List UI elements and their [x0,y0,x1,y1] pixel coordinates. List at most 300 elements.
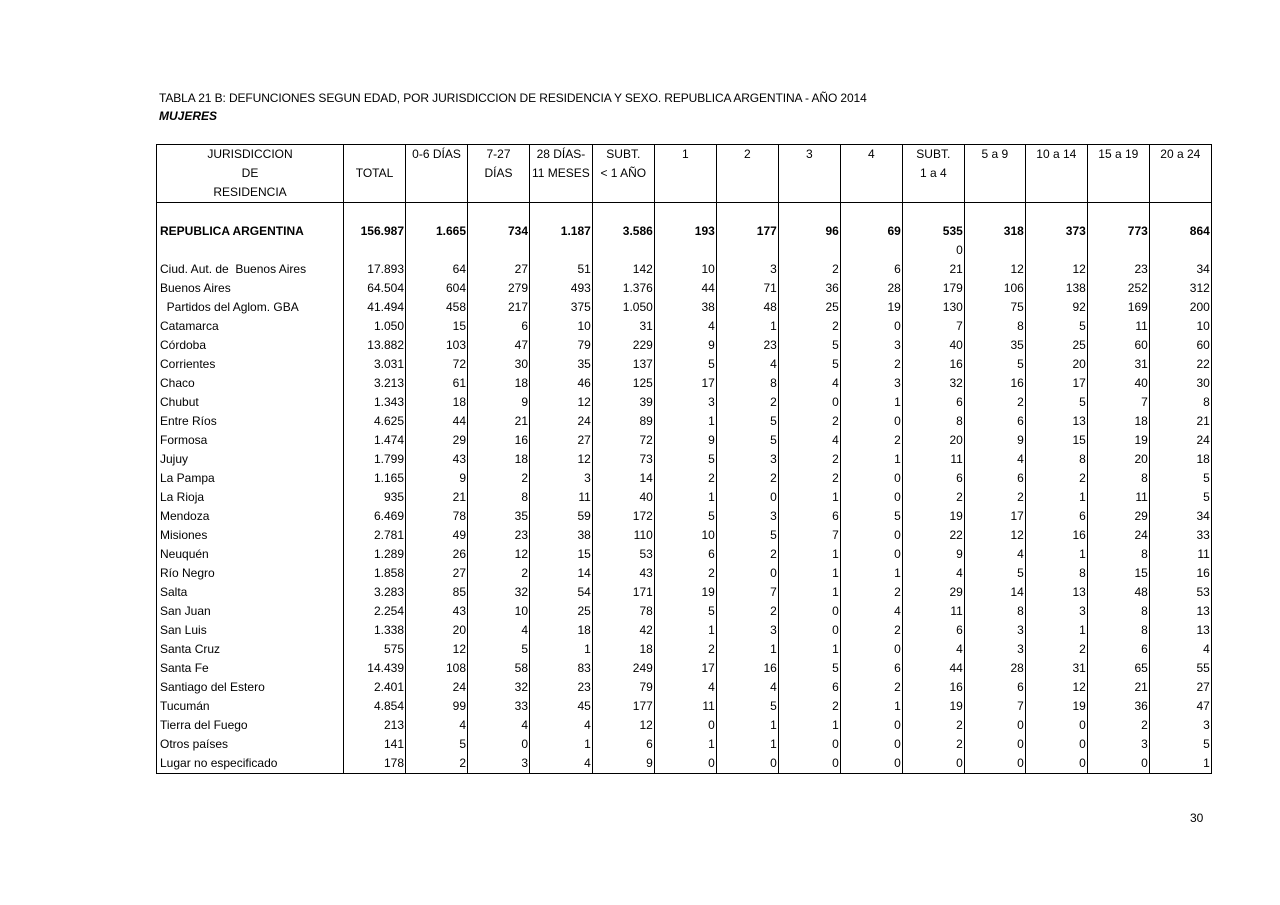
cell-value: 6 [1025,507,1087,526]
cell-value: 3 [716,450,778,469]
cell-value: 5 [1149,488,1211,507]
jurisdiction-name: Misiones [157,526,344,545]
cell-value: 5 [964,355,1025,374]
cell-value: 6 [468,317,530,336]
cell-value: 6 [778,678,840,697]
cell-value: 0 [1087,754,1149,774]
cell-value: 78 [592,602,654,621]
cell-value: 27 [468,260,530,279]
cell-value: 65 [1087,659,1149,678]
cell-value: 193 [654,222,716,241]
cell-value: 6 [902,393,964,412]
cell-value: 30 [1149,374,1211,393]
cell-value: 43 [406,602,468,621]
cell-value: 5 [716,697,778,716]
table-row [157,545,1212,564]
column-header [778,164,840,183]
cell-value: 935 [344,488,406,507]
header-row [157,164,1212,183]
table-row [157,374,1212,393]
cell-value: 1.376 [592,279,654,298]
cell-value: 31 [1087,355,1149,374]
cell-value: 23 [468,526,530,545]
cell-value: 45 [530,697,593,716]
jurisdiction-name: Tierra del Fuego [157,716,344,735]
page-number: 30 [1190,811,1204,825]
cell-value: 48 [1087,583,1149,602]
cell-value: 142 [592,260,654,279]
spacer-cell [716,203,778,223]
cell-value: 7 [716,583,778,602]
cell-value: 2 [716,602,778,621]
cell-value: 8 [1087,469,1149,488]
cell-value: 14.439 [344,659,406,678]
table-row [157,754,1212,774]
cell-value: 1 [1149,754,1211,774]
cell-value: 24 [1087,526,1149,545]
cell-value: 6 [840,659,902,678]
cell-value: 40 [592,488,654,507]
cell-value: 0 [840,716,902,735]
cell-value: 252 [1087,279,1149,298]
column-header [592,183,654,203]
cell-value: 24 [530,412,593,431]
cell-value: 18 [468,374,530,393]
cell-value: 2 [778,697,840,716]
column-header: 3 [778,145,840,165]
cell-value: 13 [1025,412,1087,431]
cell-value: 19 [840,298,902,317]
cell-value: 9 [964,431,1025,450]
cell-value: 318 [964,222,1025,241]
column-header: 20 a 24 [1149,145,1211,165]
cell-value: 85 [406,583,468,602]
cell-value: 7 [1087,393,1149,412]
cell-value: 9 [406,469,468,488]
national-extra-row [157,241,1212,260]
jurisdiction-name: La Pampa [157,469,344,488]
cell-value: 19 [902,697,964,716]
cell-value: 0 [840,469,902,488]
cell-value: 33 [1149,526,1211,545]
cell-value: 137 [592,355,654,374]
cell-value: 40 [902,336,964,355]
cell-value: 864 [1149,222,1211,241]
cell-value: 1.165 [344,469,406,488]
cell-value: 3 [716,621,778,640]
cell-value: 6 [964,678,1025,697]
cell-value: 44 [902,659,964,678]
table-row [157,260,1212,279]
column-header: < 1 AÑO [592,164,654,183]
cell-value: 3 [1025,602,1087,621]
cell-value: 21 [1087,678,1149,697]
cell-value: 0 [716,564,778,583]
cell-value: 17 [1025,374,1087,393]
table-row [157,412,1212,431]
cell-value: 2 [840,355,902,374]
cell-value: 0 [902,241,964,260]
column-header [1087,183,1149,203]
cell-value: 5 [716,412,778,431]
column-header [1025,183,1087,203]
column-header: 10 a 14 [1025,145,1087,165]
cell-value: 2.781 [344,526,406,545]
cell-value: 178 [344,754,406,774]
cell-value: 0 [964,754,1025,774]
cell-value: 18 [592,640,654,659]
cell-value: 1 [840,450,902,469]
column-header: 2 [716,145,778,165]
cell-value: 4 [1149,640,1211,659]
cell-value: 0 [716,754,778,774]
cell-value: 14 [964,583,1025,602]
cell-value: 2.254 [344,602,406,621]
cell-value: 110 [592,526,654,545]
cell-value: 58 [468,659,530,678]
jurisdiction-name: Otros países [157,735,344,754]
cell-value: 28 [964,659,1025,678]
cell-value: 18 [1149,450,1211,469]
spacer-cell [1149,203,1211,223]
cell-value: 5 [1025,393,1087,412]
cell-value: 0 [840,640,902,659]
jurisdiction-name: REPUBLICA ARGENTINA [157,222,344,241]
cell-value: 177 [592,697,654,716]
cell-value: 4.625 [344,412,406,431]
cell-value: 24 [1149,431,1211,450]
cell-value: 2 [716,469,778,488]
cell-value: 7 [902,317,964,336]
cell-value: 38 [530,526,593,545]
cell-value: 9 [902,545,964,564]
cell-value: 0 [840,545,902,564]
spacer-cell [840,203,902,223]
cell-value: 36 [1087,697,1149,716]
cell-value: 46 [530,374,593,393]
column-header: 4 [840,145,902,165]
cell-value: 8 [1025,564,1087,583]
cell-value: 9 [468,393,530,412]
table-row [157,659,1212,678]
cell-value: 7 [778,526,840,545]
cell-value: 15 [1025,431,1087,450]
table-row [157,336,1212,355]
cell-value: 2 [1025,640,1087,659]
column-header [1025,164,1087,183]
cell-value: 1 [840,697,902,716]
cell-value: 773 [1087,222,1149,241]
cell-value: 0 [902,754,964,774]
cell-value: 2 [778,469,840,488]
cell-value: 4 [902,640,964,659]
cell-value: 18 [468,450,530,469]
cell-value: 4 [530,754,593,774]
cell-value: 0 [1025,754,1087,774]
cell-value: 6.469 [344,507,406,526]
cell-value: 21 [1149,412,1211,431]
jurisdiction-name: Neuquén [157,545,344,564]
cell-value: 4 [654,317,716,336]
cell-value: 1.050 [592,298,654,317]
cell-value: 0 [654,754,716,774]
cell-value: 27 [406,564,468,583]
column-header [530,183,593,203]
cell-value: 5 [1149,469,1211,488]
cell-value: 19 [654,583,716,602]
cell-value: 2 [964,393,1025,412]
jurisdiction-name: Formosa [157,431,344,450]
cell-value: 3 [1149,716,1211,735]
cell-value: 4 [964,545,1025,564]
cell-value: 5 [778,355,840,374]
deaths-table [156,144,1212,774]
cell-value: 13 [1149,602,1211,621]
cell-value: 1.338 [344,621,406,640]
column-header [840,164,902,183]
cell-value: 4 [468,716,530,735]
jurisdiction-name: Salta [157,583,344,602]
cell-value: 2 [468,564,530,583]
cell-value [592,241,654,260]
cell-value: 18 [406,393,468,412]
cell-value: 92 [1025,298,1087,317]
cell-value: 23 [1087,260,1149,279]
cell-value: 2 [654,564,716,583]
cell-value [406,241,468,260]
cell-value: 1.665 [406,222,468,241]
cell-value: 2 [1087,716,1149,735]
cell-value: 12 [1025,678,1087,697]
cell-value: 4 [840,602,902,621]
column-header: 1 [654,145,716,165]
column-header [840,183,902,203]
cell-value [716,241,778,260]
national-total-row [157,222,1212,241]
table-subtitle: MUJERES [159,109,218,123]
cell-value: 4 [468,621,530,640]
cell-value: 125 [592,374,654,393]
column-header: JURISDICCION [157,145,344,165]
cell-value: 40 [1087,374,1149,393]
cell-value: 1.799 [344,450,406,469]
column-header [902,183,964,203]
jurisdiction-name: Partidos del Aglom. GBA [157,298,344,317]
cell-value: 20 [1025,355,1087,374]
cell-value: 6 [964,469,1025,488]
header-row [157,145,1212,165]
cell-value: 23 [716,336,778,355]
cell-value: 72 [406,355,468,374]
cell-value: 0 [778,754,840,774]
cell-value: 1 [778,564,840,583]
table-row [157,507,1212,526]
cell-value: 8 [716,374,778,393]
cell-value: 0 [840,488,902,507]
cell-value: 4 [778,374,840,393]
cell-value: 0 [468,735,530,754]
cell-value: 17 [654,374,716,393]
cell-value: 11 [1149,545,1211,564]
cell-value: 3 [468,754,530,774]
cell-value: 375 [530,298,593,317]
jurisdiction-name: Santa Fe [157,659,344,678]
cell-value: 1 [530,640,593,659]
cell-value: 34 [1149,260,1211,279]
spacer-cell [902,203,964,223]
cell-value: 21 [902,260,964,279]
cell-value: 6 [902,469,964,488]
cell-value: 12 [406,640,468,659]
cell-value: 29 [902,583,964,602]
column-header [406,183,468,203]
cell-value: 35 [468,507,530,526]
cell-value: 5 [406,735,468,754]
jurisdiction-name: Santiago del Estero [157,678,344,697]
cell-value: 2 [964,488,1025,507]
cell-value: 12 [530,450,593,469]
cell-value: 2 [902,488,964,507]
cell-value: 99 [406,697,468,716]
column-header [344,145,406,165]
cell-value: 2 [778,317,840,336]
table-row [157,279,1212,298]
cell-value: 3 [840,336,902,355]
cell-value: 172 [592,507,654,526]
cell-value: 3 [530,469,593,488]
cell-value: 73 [592,450,654,469]
cell-value: 14 [592,469,654,488]
cell-value: 83 [530,659,593,678]
cell-value: 13 [1149,621,1211,640]
cell-value: 11 [654,697,716,716]
cell-value: 9 [654,336,716,355]
column-header [468,183,530,203]
spacer-cell [592,203,654,223]
table-row [157,355,1212,374]
cell-value: 71 [716,279,778,298]
cell-value: 1 [840,393,902,412]
cell-value: 8 [1087,621,1149,640]
cell-value: 2.401 [344,678,406,697]
cell-value: 64.504 [344,279,406,298]
cell-value: 8 [902,412,964,431]
cell-value: 4 [902,564,964,583]
cell-value: 1.187 [530,222,593,241]
jurisdiction-name: Corrientes [157,355,344,374]
cell-value: 36 [778,279,840,298]
column-header: SUBT. [592,145,654,165]
jurisdiction-name: Lugar no especificado [157,754,344,774]
cell-value: 27 [530,431,593,450]
column-header: 28 DÍAS- [530,145,593,165]
cell-value: 79 [530,336,593,355]
cell-value: 5 [716,526,778,545]
cell-value: 16 [1025,526,1087,545]
cell-value: 1 [778,716,840,735]
cell-value: 575 [344,640,406,659]
cell-value: 19 [1025,697,1087,716]
cell-value: 29 [1087,507,1149,526]
jurisdiction-name: Entre Ríos [157,412,344,431]
cell-value: 0 [840,526,902,545]
cell-value: 312 [1149,279,1211,298]
cell-value: 11 [1087,317,1149,336]
cell-value: 0 [840,754,902,774]
column-header: SUBT. [902,145,964,165]
table-row [157,450,1212,469]
column-header [778,183,840,203]
column-header [1149,164,1211,183]
cell-value: 8 [1025,450,1087,469]
cell-value: 3 [840,374,902,393]
cell-value [157,241,344,260]
table-header [157,145,1212,203]
jurisdiction-name: Chubut [157,393,344,412]
cell-value: 2 [654,469,716,488]
cell-value: 2 [778,412,840,431]
cell-value: 5 [654,602,716,621]
cell-value: 5 [654,450,716,469]
cell-value: 13.882 [344,336,406,355]
cell-value: 4 [530,716,593,735]
table-row [157,716,1212,735]
cell-value: 458 [406,298,468,317]
column-header [1149,183,1211,203]
cell-value: 0 [964,716,1025,735]
table-row [157,697,1212,716]
cell-value: 43 [592,564,654,583]
table-row [157,602,1212,621]
cell-value: 8 [468,488,530,507]
cell-value: 1 [716,317,778,336]
column-header [716,183,778,203]
cell-value: 11 [902,602,964,621]
spacer-cell [406,203,468,223]
cell-value: 12 [530,393,593,412]
cell-value: 15 [1087,564,1149,583]
jurisdiction-name: Jujuy [157,450,344,469]
cell-value: 22 [902,526,964,545]
spacer-cell [344,203,406,223]
column-header [964,164,1025,183]
column-header [1087,164,1149,183]
cell-value: 604 [406,279,468,298]
cell-value: 69 [840,222,902,241]
table-row [157,317,1212,336]
cell-value: 31 [592,317,654,336]
cell-value: 6 [902,621,964,640]
column-header: RESIDENCIA [157,183,344,203]
cell-value: 3.031 [344,355,406,374]
cell-value: 108 [406,659,468,678]
cell-value: 156.987 [344,222,406,241]
cell-value: 4 [654,678,716,697]
table-row [157,583,1212,602]
cell-value: 4 [964,450,1025,469]
cell-value: 20 [902,431,964,450]
jurisdiction-name: Tucumán [157,697,344,716]
cell-value: 2 [406,754,468,774]
cell-value: 10 [1149,317,1211,336]
cell-value: 41.494 [344,298,406,317]
cell-value: 4 [778,431,840,450]
cell-value: 130 [902,298,964,317]
cell-value: 1 [716,735,778,754]
cell-value: 18 [1087,412,1149,431]
cell-value: 8 [964,317,1025,336]
cell-value: 1 [654,488,716,507]
